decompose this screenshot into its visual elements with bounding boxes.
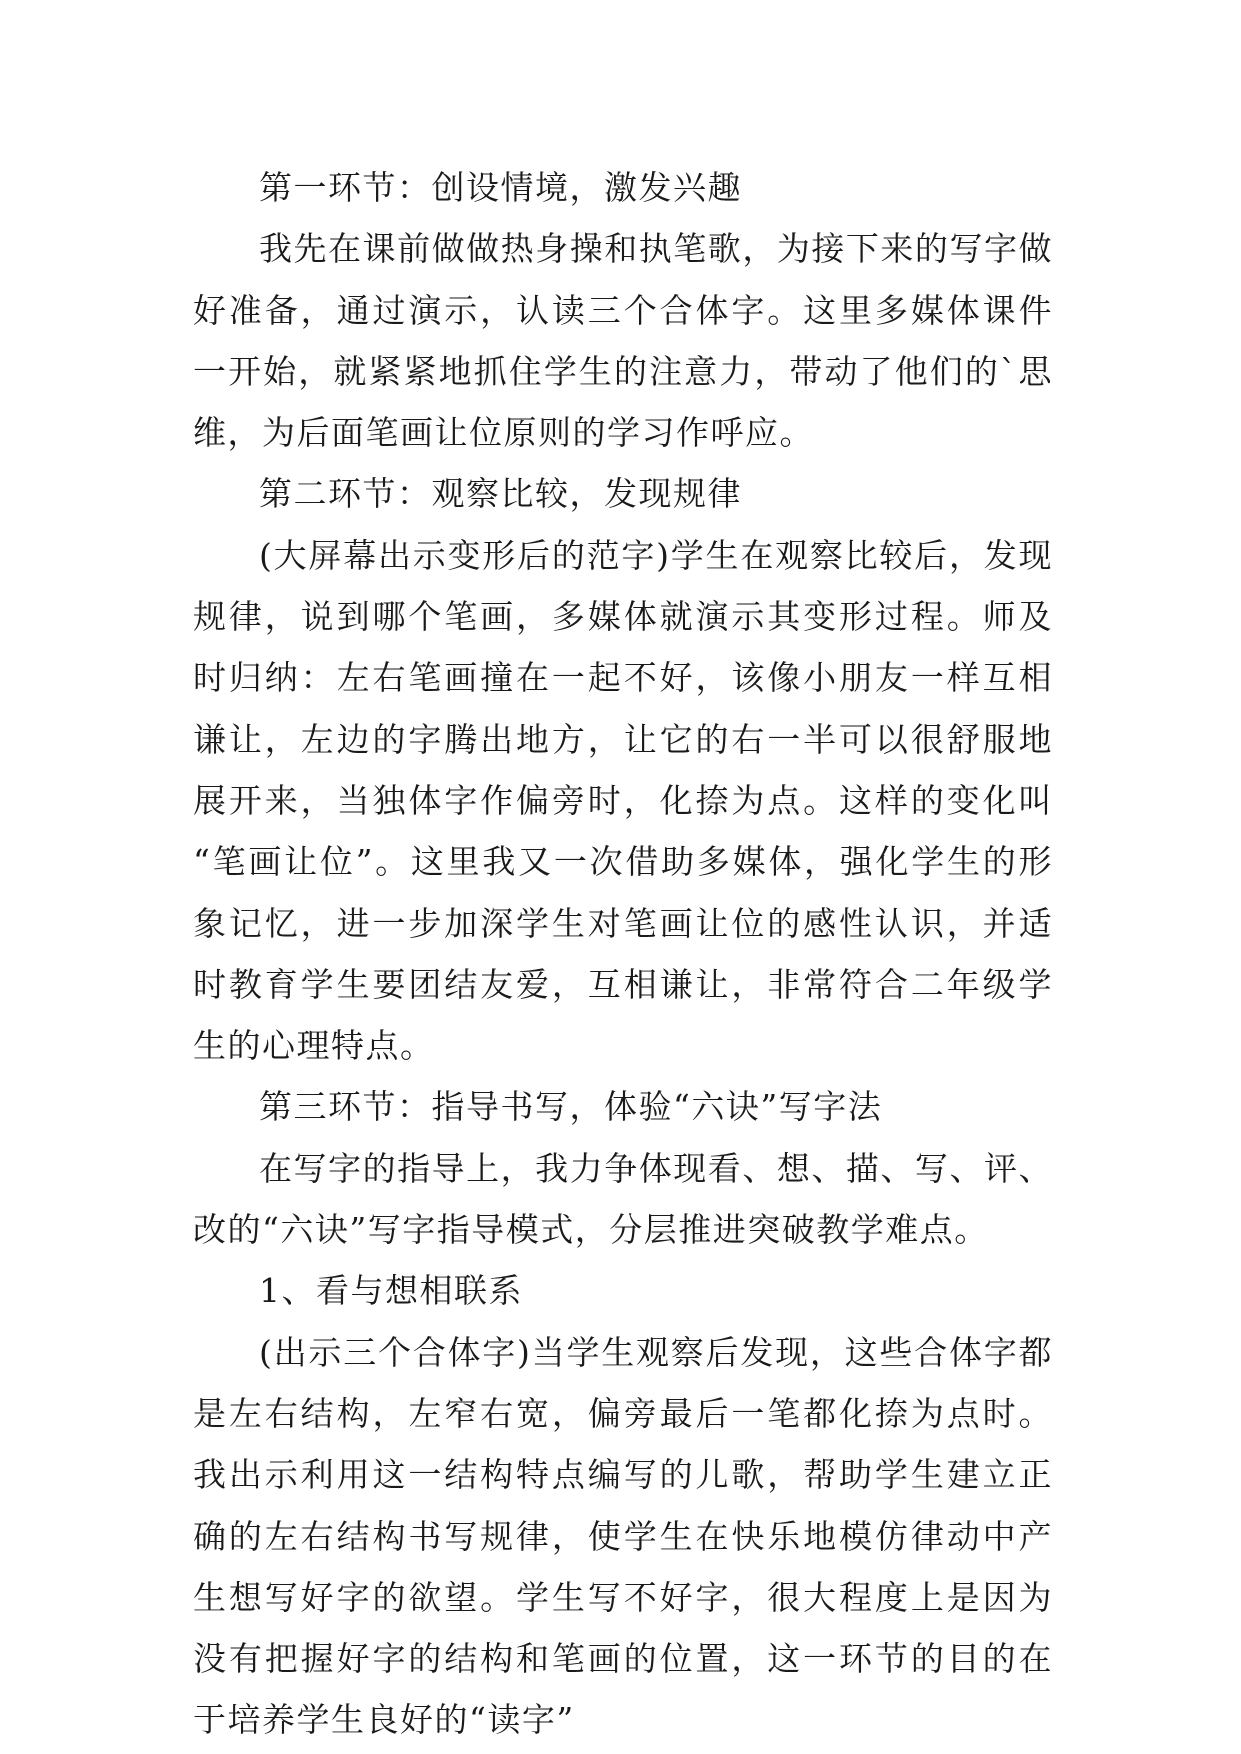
body-paragraph: (大屏幕出示变形后的范字)学生在观察比较后，发现规律，说到哪个笔画，多媒体就演示其变形过程。师及时归纳：左右笔画撞在一起不好，该像小朋友一样互相谦让，左边的字腾出地方，让它的右一半可以很舒服地展开来，当独体字作偏旁时，化捺为点。这样的变化叫 “笔画让位”。这里我又一次借助多媒体，强化学生的形象记忆，进一步加深学生对笔画让位的感性认识，并适时教育学生要团结友爱，互相谦让，非常符合二年级学生的心理特点。	[193, 535, 1053, 1066]
body-paragraph: 我先在课前做做热身操和执笔歌，为接下来的写字做好准备，通过演示，认读三个合体字。这里多媒体课件一开始，就紧紧地抓住学生的注意力，带动了他们的`思维，为后面笔画让位原则的学习作呼应。	[193, 229, 1053, 453]
section-heading-3: 第三环节：指导书写，体验“六诀”写字法	[259, 1087, 883, 1127]
body-paragraph: 在写字的指导上，我力争体现看、想、描、写、评、改的“六诀”写字指导模式，分层推进突破教学难点。	[193, 1148, 1053, 1250]
section-heading-1: 第一环节：创设情境，激发兴趣	[259, 168, 742, 207]
document-body	[193, 157, 1053, 1751]
section-heading-2: 第二环节：观察比较，发现规律	[259, 474, 742, 514]
body-paragraph: (出示三个合体字)当学生观察后发现，这些合体字都是左右结构，左窄右宽，偏旁最后一笔都化捺为点时。我出示利用这一结构特点编写的儿歌，帮助学生建立正确的左右结构书写规律，使学生在快乐地模仿律动中产生想写好字的欲望。学生写不好字，很大程度上是因为没有把握好字的结构和笔画的位置，这一环节的目的在于培养学生良好的“读字”	[193, 1332, 1053, 1740]
subsection-heading: 1、看与想相联系	[259, 1271, 523, 1311]
